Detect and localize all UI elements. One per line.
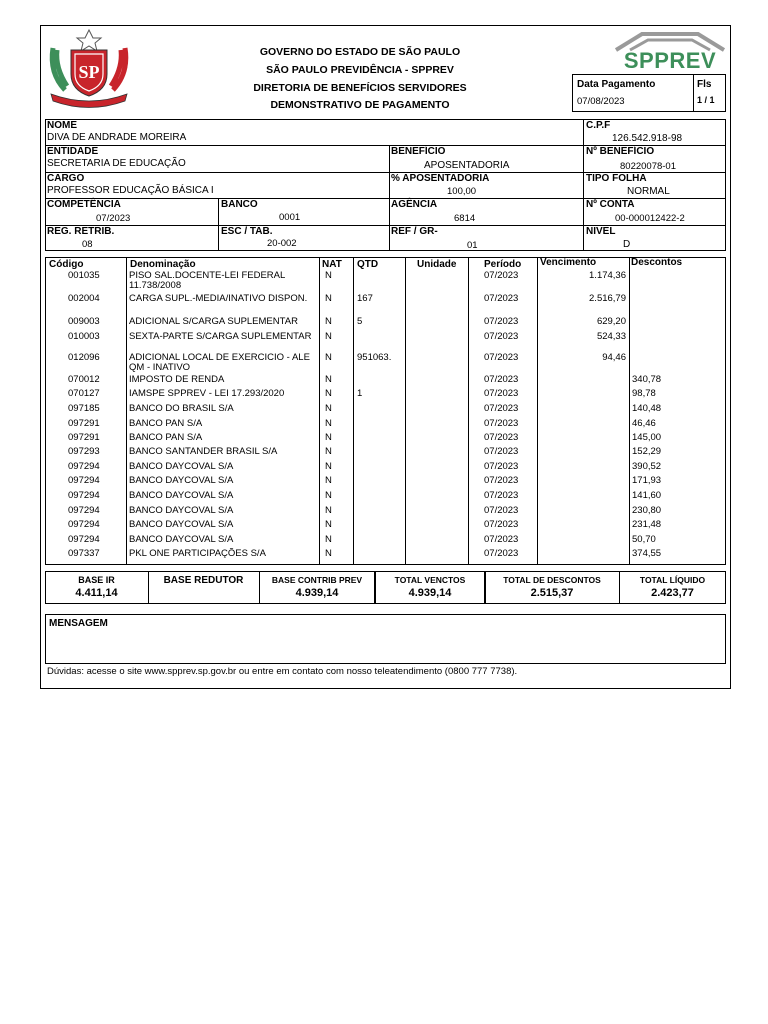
row-periodo: 07/2023: [484, 352, 519, 363]
row-nat: N: [325, 293, 332, 304]
svg-text:SP: SP: [78, 62, 100, 82]
row-periodo: 07/2023: [484, 270, 519, 281]
row-nat: N: [325, 270, 332, 281]
row-nat: N: [325, 461, 332, 472]
tipo-folha-label: TIPO FOLHA: [586, 173, 647, 184]
row-periodo: 07/2023: [484, 293, 519, 304]
row-denominacao: BANCO DAYCOVAL S/A: [129, 475, 234, 486]
col-qtd: QTD: [357, 259, 379, 270]
mensagem-box: [45, 614, 726, 664]
row-desconto: 340,78: [632, 374, 662, 385]
row-desconto: 231,48: [632, 519, 662, 530]
row-periodo: 07/2023: [484, 461, 519, 472]
total-liquido-value: 2.423,77: [651, 587, 694, 599]
footer-help-text: Dúvidas: acesse o site www.spprev.sp.gov.br ou entre em contato com nosso teleatendimento (0800 777 7738).: [47, 666, 518, 677]
row-qtd: 167: [357, 293, 373, 304]
row-denominacao: IAMSPE SPPREV - LEI 17.293/2020: [129, 388, 285, 399]
row-codigo: 002004: [68, 293, 100, 304]
row-nat: N: [325, 352, 332, 363]
total-descontos-value: 2.515,37: [530, 587, 574, 599]
entidade-value: SECRETARIA DE EDUCAÇÃO: [47, 158, 186, 169]
row-vencimento: 94,46: [602, 352, 626, 363]
row-qtd: 1: [357, 388, 363, 399]
col-denominacao: Denominação: [130, 259, 196, 270]
total-venctos-label: TOTAL VENCTOS: [394, 575, 466, 585]
spprev-logo: [612, 30, 728, 72]
row-qtd: 5: [357, 316, 363, 327]
row-nat: N: [325, 418, 332, 429]
nivel-label: NIVEL: [586, 226, 616, 237]
entidade-label: ENTIDADE: [47, 146, 99, 157]
row-codigo: 097294: [68, 461, 100, 472]
row-periodo: 07/2023: [484, 316, 519, 327]
cargo-value: PROFESSOR EDUCAÇÃO BÁSICA I: [47, 185, 214, 196]
row-qtd: 951063.: [357, 352, 392, 363]
reg-retrib-label: REG. RETRIB.: [47, 226, 115, 237]
row-desconto: 152,29: [632, 446, 662, 457]
base-contrib-label: BASE CONTRIB PREV: [271, 575, 363, 585]
tipo-folha-value: NORMAL: [627, 186, 670, 197]
esc-tab-label: ESC / TAB.: [221, 226, 273, 237]
beneficio-label: BENEFÍCIO: [391, 146, 446, 157]
base-ir-label: BASE IR: [78, 575, 115, 585]
nome-label: NOME: [47, 120, 77, 131]
esc-tab-value: 20-002: [267, 238, 297, 249]
header-line-1: GOVERNO DO ESTADO DE SÃO PAULO: [259, 46, 461, 58]
row-vencimento: 629,20: [596, 316, 626, 327]
row-codigo: 097291: [68, 432, 100, 443]
row-denominacao: BANCO DAYCOVAL S/A: [129, 519, 234, 530]
row-nat: N: [325, 490, 332, 501]
header-line-4: DEMONSTRATIVO DE PAGAMENTO: [270, 99, 450, 111]
row-vencimento: 524,33: [596, 331, 626, 342]
row-codigo: 012096: [68, 352, 100, 363]
ref-gr-label: REF / GR-: [391, 226, 438, 237]
base-ir-value: 4.411,14: [75, 587, 118, 599]
cpf-value: 126.542.918-98: [612, 133, 683, 144]
nome-value: DIVA DE ANDRADE MOREIRA: [47, 132, 187, 143]
cpf-label: C.P.F: [586, 120, 611, 131]
row-nat: N: [325, 331, 332, 342]
row-desconto: 171,93: [632, 475, 662, 486]
data-pagamento-label: Data Pagamento: [577, 79, 656, 90]
row-codigo: 001035: [68, 270, 100, 281]
row-codigo: 097337: [68, 548, 100, 559]
row-codigo: 097291: [68, 418, 100, 429]
sao-paulo-seal: [43, 28, 135, 108]
fls-label: Fls: [697, 79, 712, 90]
row-codigo: 070127: [68, 388, 100, 399]
row-codigo: 097294: [68, 519, 100, 530]
col-unidade: Unidade: [417, 259, 457, 270]
row-periodo: 07/2023: [484, 331, 519, 342]
row-periodo: 07/2023: [484, 475, 519, 486]
row-nat: N: [325, 432, 332, 443]
row-codigo: 097294: [68, 475, 100, 486]
total-descontos-label: TOTAL DE DESCONTOS: [503, 575, 601, 585]
row-codigo: 070012: [68, 374, 100, 385]
conta-value: 00-000012422-2: [615, 213, 685, 224]
row-desconto: 141,60: [632, 490, 662, 501]
row-periodo: 07/2023: [484, 374, 519, 385]
row-periodo: 07/2023: [484, 534, 519, 545]
aposentadoria-value: 100,00: [447, 186, 477, 197]
row-denominacao: BANCO DAYCOVAL S/A: [129, 534, 234, 545]
num-beneficio-label: Nº BENEFÍCIO: [586, 146, 655, 157]
row-denominacao: CARGA SUPL.-MEDIA/INATIVO DISPON.: [129, 293, 308, 304]
row-codigo: 097294: [68, 505, 100, 516]
row-denominacao: PISO SAL.DOCENTE-LEI FEDERAL 11.738/2008: [129, 270, 285, 291]
row-periodo: 07/2023: [484, 519, 519, 530]
nivel-value: D: [623, 239, 631, 250]
row-codigo: 009003: [68, 316, 100, 327]
row-periodo: 07/2023: [484, 490, 519, 501]
row-desconto: 140,48: [632, 403, 662, 414]
row-desconto: 50,70: [632, 534, 656, 545]
banco-value: 0001: [279, 212, 301, 223]
row-periodo: 07/2023: [484, 388, 519, 399]
col-vencimento: Vencimento: [540, 257, 597, 268]
competencia-label: COMPETÊNCIA: [47, 199, 121, 210]
row-denominacao: BANCO PAN S/A: [129, 418, 203, 429]
row-codigo: 097293: [68, 446, 100, 457]
total-liquido-label: TOTAL LÍQUIDO: [639, 575, 706, 585]
row-denominacao: IMPOSTO DE RENDA: [129, 374, 225, 385]
row-denominacao: BANCO SANTANDER BRASIL S/A: [129, 446, 278, 457]
col-nat: NAT: [322, 259, 342, 270]
data-pagamento-value: 07/08/2023: [577, 96, 625, 107]
row-desconto: 46,46: [632, 418, 656, 429]
conta-label: Nº CONTA: [586, 199, 635, 210]
row-nat: N: [325, 388, 332, 399]
base-redutor-label: BASE REDUTOR: [163, 575, 244, 586]
row-denominacao: BANCO DAYCOVAL S/A: [129, 505, 234, 516]
row-codigo: 010003: [68, 331, 100, 342]
row-periodo: 07/2023: [484, 418, 519, 429]
row-nat: N: [325, 446, 332, 457]
row-nat: N: [325, 475, 332, 486]
mensagem-label: MENSAGEM: [49, 618, 108, 629]
row-periodo: 07/2023: [484, 505, 519, 516]
row-denominacao: BANCO PAN S/A: [129, 432, 203, 443]
row-desconto: 98,78: [632, 388, 656, 399]
row-nat: N: [325, 374, 332, 385]
row-desconto: 230,80: [632, 505, 662, 516]
header-line-3: DIRETORIA DE BENEFÍCIOS SERVIDORES: [253, 82, 467, 94]
row-denominacao: BANCO DO BRASIL S/A: [129, 403, 234, 414]
row-desconto: 145,00: [632, 432, 662, 443]
row-nat: N: [325, 519, 332, 530]
col-periodo: Período: [484, 259, 522, 270]
competencia-value: 07/2023: [96, 213, 131, 224]
col-codigo: Código: [49, 259, 84, 270]
row-desconto: 390,52: [632, 461, 662, 472]
banco-label: BANCO: [221, 199, 258, 210]
reg-retrib-value: 08: [82, 239, 93, 250]
num-beneficio-value: 80220078-01: [620, 161, 676, 172]
aposentadoria-label: % APOSENTADORIA: [391, 173, 490, 184]
agencia-value: 6814: [454, 213, 476, 224]
row-periodo: 07/2023: [484, 548, 519, 559]
row-periodo: 07/2023: [484, 403, 519, 414]
row-denominacao: BANCO DAYCOVAL S/A: [129, 461, 234, 472]
row-nat: N: [325, 548, 332, 559]
row-codigo: 097294: [68, 534, 100, 545]
row-denominacao: SEXTA-PARTE S/CARGA SUPLEMENTAR: [129, 331, 312, 342]
row-denominacao: ADICIONAL S/CARGA SUPLEMENTAR: [129, 316, 298, 327]
cargo-label: CARGO: [47, 173, 85, 184]
row-nat: N: [325, 505, 332, 516]
base-contrib-value: 4.939,14: [295, 587, 339, 599]
row-vencimento: 2.516,79: [589, 293, 626, 304]
col-descontos: Descontos: [631, 257, 683, 268]
row-periodo: 07/2023: [484, 432, 519, 443]
beneficio-value: APOSENTADORIA: [424, 160, 510, 171]
row-nat: N: [325, 403, 332, 414]
row-desconto: 374,55: [632, 548, 662, 559]
row-denominacao: BANCO DAYCOVAL S/A: [129, 490, 234, 501]
row-codigo: 097185: [68, 403, 100, 414]
row-vencimento: 1.174,36: [589, 270, 626, 281]
row-codigo: 097294: [68, 490, 100, 501]
spprev-wordmark: SPPREV: [623, 48, 717, 73]
total-venctos-value: 4.939,14: [408, 587, 452, 599]
fls-value: 1 / 1: [697, 95, 715, 105]
row-nat: N: [325, 316, 332, 327]
header-line-2: SÃO PAULO PREVIDÊNCIA - SPPREV: [266, 64, 454, 76]
row-denominacao: PKL ONE PARTICIPAÇÕES S/A: [129, 548, 266, 559]
ref-gr-value: 01: [467, 240, 478, 251]
agencia-label: AGÊNCIA: [391, 199, 438, 210]
row-periodo: 07/2023: [484, 446, 519, 457]
row-nat: N: [325, 534, 332, 545]
row-denominacao: ADICIONAL LOCAL DE EXERCICIO - ALE QM - INATIVO: [129, 352, 310, 373]
